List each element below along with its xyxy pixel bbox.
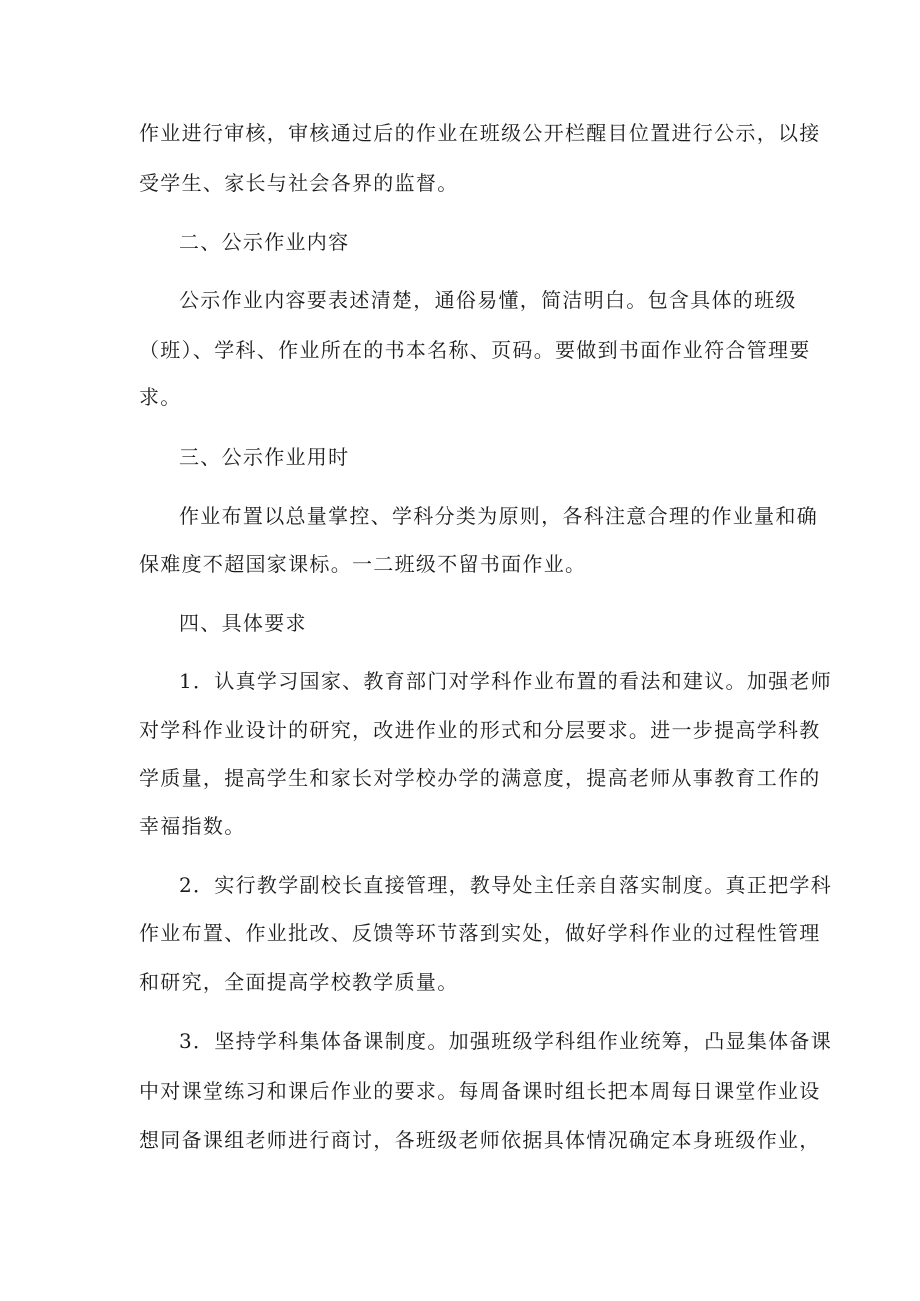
list-item-line: 学质量，提高学生和家长对学校办学的满意度，提高老师从事教育工作的 <box>139 766 821 790</box>
list-item-line: 3．坚持学科集体备课制度。加强班级学科组作业统筹，凸显集体备课 <box>179 1029 833 1053</box>
section-heading: 二、公示作业内容 <box>179 230 350 254</box>
list-item-line: 2．实行教学副校长直接管理，教导处主任亲自落实制度。真正把学科 <box>179 873 833 897</box>
list-item-line: 作业布置、作业批改、反馈等环节落到实处，做好学科作业的过程性管理 <box>139 921 821 945</box>
list-item-line: 1．认真学习国家、教育部门对学科作业布置的看法和建议。加强老师 <box>179 669 833 693</box>
paragraph-line: （班）、学科、作业所在的书本名称、页码。要做到书面作业符合管理要 <box>139 338 811 362</box>
paragraph-line: 求。 <box>139 385 182 409</box>
paragraph-line: 保难度不超国家课标。一二班级不留书面作业。 <box>139 552 587 576</box>
section-heading: 三、公示作业用时 <box>179 445 350 469</box>
list-item-line: 想同备课组老师进行商讨，各班级老师依据具体情况确定本身班级作业， <box>139 1128 821 1152</box>
list-item-line: 中对课堂练习和课后作业的要求。每周备课时组长把本周每日课堂作业设 <box>139 1079 821 1103</box>
list-item-line: 幸福指数。 <box>139 814 246 838</box>
list-item-line: 和研究，全面提高学校教学质量。 <box>139 970 459 994</box>
section-heading: 四、具体要求 <box>179 611 307 635</box>
paragraph-line: 作业布置以总量掌控、学科分类为原则，各科注意合理的作业量和确 <box>179 504 818 528</box>
list-item-line: 对学科作业设计的研究，改进作业的形式和分层要求。进一步提高学科教 <box>139 718 821 742</box>
paragraph-line: 作业进行审核，审核通过后的作业在班级公开栏醒目位置进行公示，以接 <box>139 121 821 145</box>
paragraph-line: 受学生、家长与社会各界的监督。 <box>139 171 459 195</box>
paragraph-line: 公示作业内容要表述清楚，通俗易懂，简洁明白。包含具体的班级 <box>179 288 797 312</box>
